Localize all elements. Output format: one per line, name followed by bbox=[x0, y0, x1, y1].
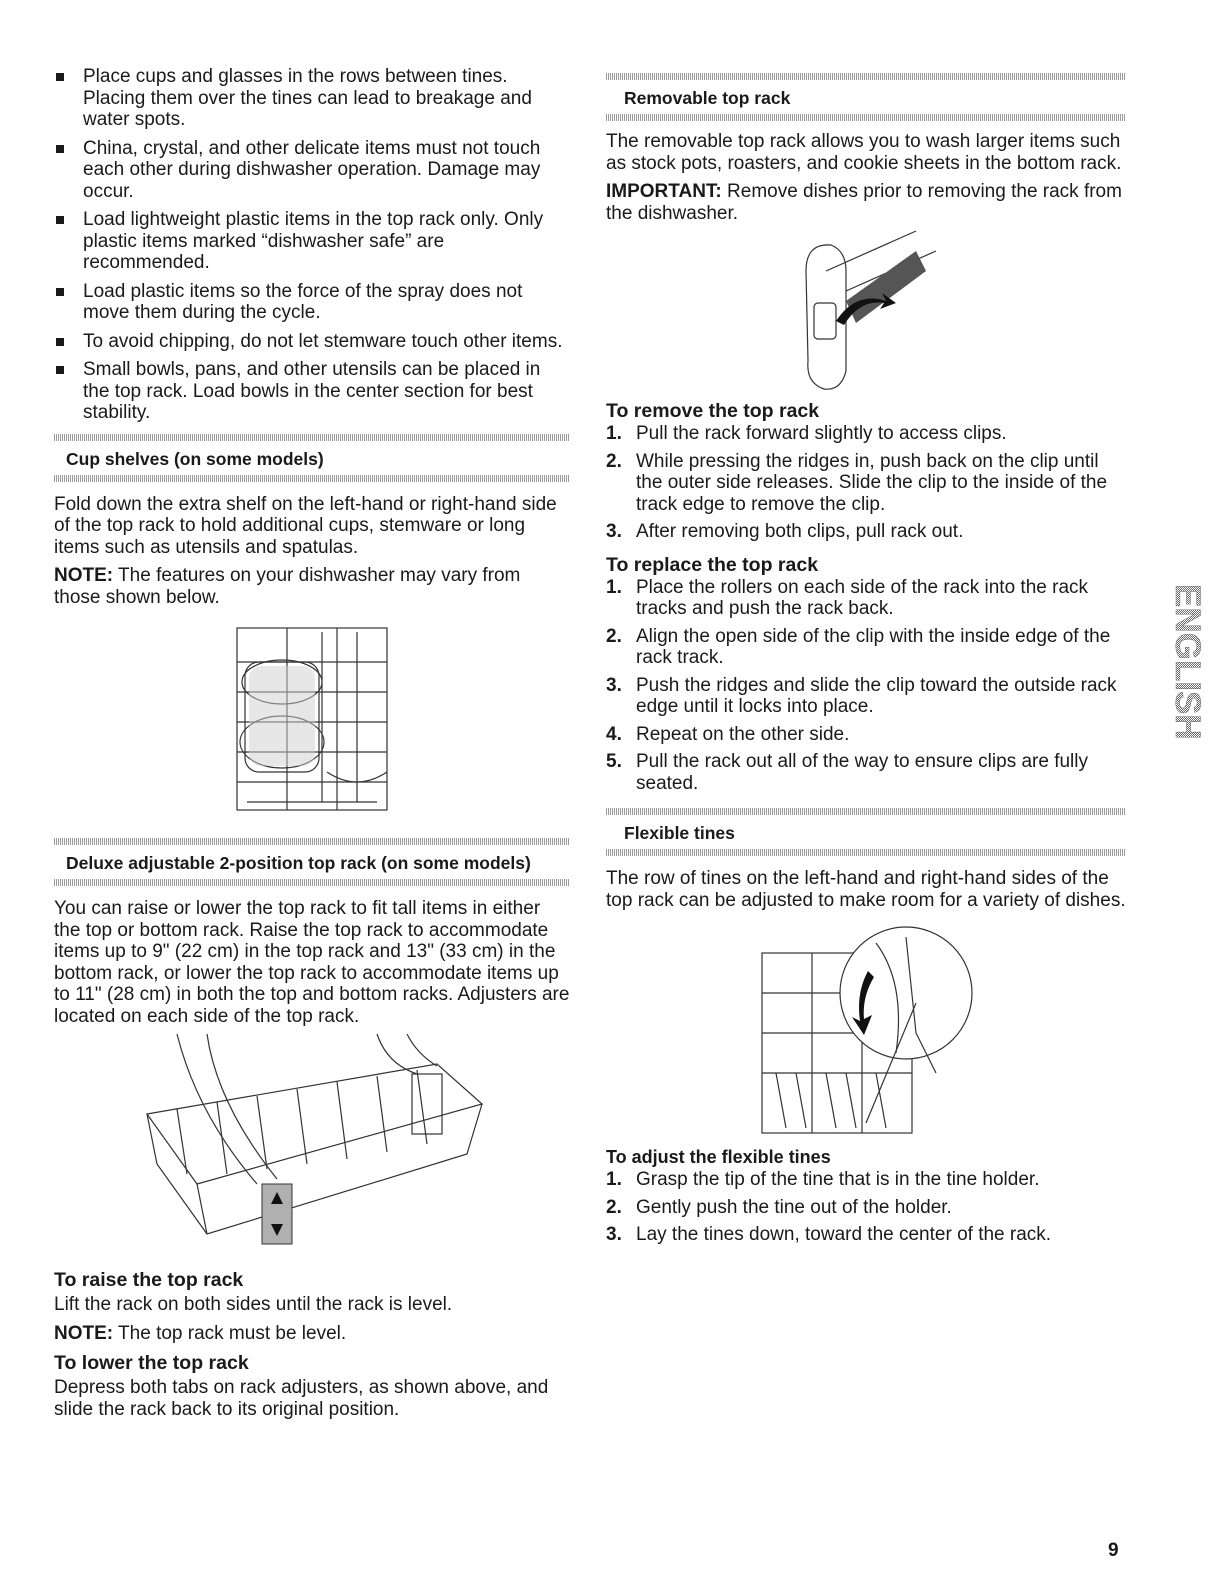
step-text: Repeat on the other side. bbox=[636, 723, 850, 745]
paragraph: The row of tines on the left-hand and right-hand sides of the top rack can be adjusted to make room for a variety of dishes. bbox=[606, 868, 1126, 911]
list-item: Small bowls, pans, and other utensils can be placed in the top rack. Load bowls in the center section for best stability. bbox=[54, 359, 570, 424]
note-label: NOTE: bbox=[54, 1322, 114, 1344]
rule-top bbox=[54, 434, 570, 441]
section-heading-deluxe bbox=[54, 838, 570, 886]
section-heading-flexible bbox=[606, 808, 1126, 856]
list-item bbox=[606, 675, 1126, 718]
note-paragraph bbox=[54, 565, 570, 608]
note-label: NOTE: bbox=[54, 565, 114, 586]
section-title: Deluxe adjustable 2-position top rack (on some models) bbox=[66, 853, 531, 873]
step-text: Pull the rack out all of the way to ensure clips are fully seated. bbox=[636, 751, 1089, 794]
loading-tips-list bbox=[54, 66, 570, 424]
section-heading-cup-shelves bbox=[54, 434, 570, 482]
subheading-remove: To remove the top rack bbox=[606, 400, 820, 422]
adjust-steps bbox=[606, 1169, 1126, 1246]
paragraph: Depress both tabs on rack adjusters, as shown above, and slide the rack back to its original position. bbox=[54, 1377, 549, 1420]
list-item: To avoid chipping, do not let stemware touch other items. bbox=[54, 331, 570, 353]
section-heading-removable bbox=[606, 73, 1126, 121]
step-text: After removing both clips, pull rack out. bbox=[636, 521, 964, 542]
list-item: China, crystal, and other delicate items must not touch each other during dishwasher operation. Damage may occur. bbox=[54, 138, 570, 203]
note-paragraph bbox=[54, 1323, 570, 1345]
list-item: Load lightweight plastic items in the top rack only. Only plastic items marked “dishwasher safe” are recommended. bbox=[54, 209, 570, 274]
step-text: Grasp the tip of the tine that is in the tine holder. bbox=[636, 1169, 1040, 1190]
list-item: Load plastic items so the force of the spray does not move them during the cycle. bbox=[54, 281, 570, 324]
subheading-adjust: To adjust the flexible tines bbox=[606, 1147, 831, 1167]
rule-top bbox=[54, 838, 570, 845]
cup-shelf-illustration bbox=[227, 622, 397, 818]
list-item bbox=[606, 626, 1126, 669]
step-number: 2. bbox=[606, 1196, 622, 1218]
rule-bottom bbox=[606, 114, 1126, 121]
rule-top bbox=[606, 73, 1126, 80]
language-side-tab bbox=[1150, 582, 1207, 762]
remove-steps bbox=[606, 423, 1126, 543]
left-column bbox=[54, 66, 570, 1427]
rule-bottom bbox=[54, 879, 570, 886]
step-number: 2. bbox=[606, 625, 622, 647]
step-text: While pressing the ridges in, push back on the clip until the outer side releases. Slide the clip to the inside of the track edge to remove the clip. bbox=[636, 450, 1108, 515]
subheading-lower: To lower the top rack bbox=[54, 1352, 249, 1374]
list-item bbox=[606, 724, 1126, 746]
paragraph: Fold down the extra shelf on the left-hand or right-hand side of the top rack to hold additional cups, stemware or long items such as utensils and spatulas. bbox=[54, 493, 557, 558]
list-item bbox=[606, 1197, 1126, 1219]
section-title: Removable top rack bbox=[624, 88, 791, 108]
list-item bbox=[606, 577, 1126, 620]
side-tab-label: ENGLISH bbox=[1168, 584, 1207, 740]
list-item bbox=[606, 751, 1126, 794]
subheading-raise: To raise the top rack bbox=[54, 1269, 244, 1291]
page-number: 9 bbox=[1108, 1540, 1119, 1561]
section-title: Flexible tines bbox=[624, 823, 735, 843]
important-label: IMPORTANT: bbox=[606, 181, 722, 202]
list-item bbox=[606, 1169, 1126, 1191]
replace-steps bbox=[606, 577, 1126, 795]
list-item bbox=[606, 423, 1126, 445]
step-text: Place the rollers on each side of the rack into the rack tracks and push the rack back. bbox=[636, 576, 1089, 619]
subheading-replace: To replace the top rack bbox=[606, 553, 819, 576]
rule-top bbox=[606, 808, 1126, 815]
step-number: 3. bbox=[606, 521, 622, 542]
step-text: Lay the tines down, toward the center of the rack. bbox=[636, 1224, 1052, 1245]
step-number: 3. bbox=[606, 1224, 622, 1245]
step-text: Push the ridges and slide the clip toward the outside rack edge until it locks into place. bbox=[636, 674, 1117, 717]
rule-bottom bbox=[606, 849, 1126, 856]
adjustable-rack-illustration bbox=[137, 1034, 487, 1266]
list-item: Place cups and glasses in the rows between tines. Placing them over the tines can lead to breakage and water spots. bbox=[54, 66, 570, 131]
step-number: 4. bbox=[606, 723, 622, 745]
step-number: 1. bbox=[606, 423, 622, 444]
step-number: 5. bbox=[606, 751, 622, 772]
list-item bbox=[606, 451, 1126, 516]
section-title: Cup shelves (on some models) bbox=[66, 448, 324, 469]
step-text: Pull the rack forward slightly to access clips. bbox=[636, 423, 1007, 444]
important-paragraph bbox=[606, 181, 1126, 224]
step-number: 1. bbox=[606, 1169, 622, 1190]
important-text: Remove dishes prior to removing the rack from the dishwasher. bbox=[606, 181, 1122, 224]
step-number: 3. bbox=[606, 674, 622, 696]
step-text: Gently push the tine out of the holder. bbox=[636, 1196, 952, 1218]
note-text: The top rack must be level. bbox=[113, 1322, 347, 1344]
note-text: The features on your dishwasher may vary from those shown below. bbox=[54, 565, 521, 608]
list-item bbox=[606, 521, 1126, 543]
paragraph: The removable top rack allows you to wash larger items such as stock pots, roasters, and cookie sheets in the bottom rack. bbox=[606, 131, 1122, 174]
right-column bbox=[606, 73, 1126, 1252]
paragraph: You can raise or lower the top rack to fit tall items in either the top or bottom rack. Raise the top rack to accommodate items up to 9" (22 cm) in the top rack and 13" (33 cm) in the bottom rack, or lower the top rack to accommodate items up to 11" (28 cm) in both the top and bottom racks. Adjusters are located on each side of the top rack. bbox=[54, 898, 570, 1027]
rack-clip-illustration bbox=[786, 231, 946, 391]
step-number: 2. bbox=[606, 450, 622, 472]
step-number: 1. bbox=[606, 576, 622, 598]
flexible-tines-illustration bbox=[756, 923, 976, 1141]
rule-bottom bbox=[54, 475, 570, 482]
step-text: Align the open side of the clip with the inside edge of the rack track. bbox=[636, 625, 1111, 668]
list-item bbox=[606, 1224, 1126, 1246]
paragraph: Lift the rack on both sides until the rack is level. bbox=[54, 1294, 453, 1315]
